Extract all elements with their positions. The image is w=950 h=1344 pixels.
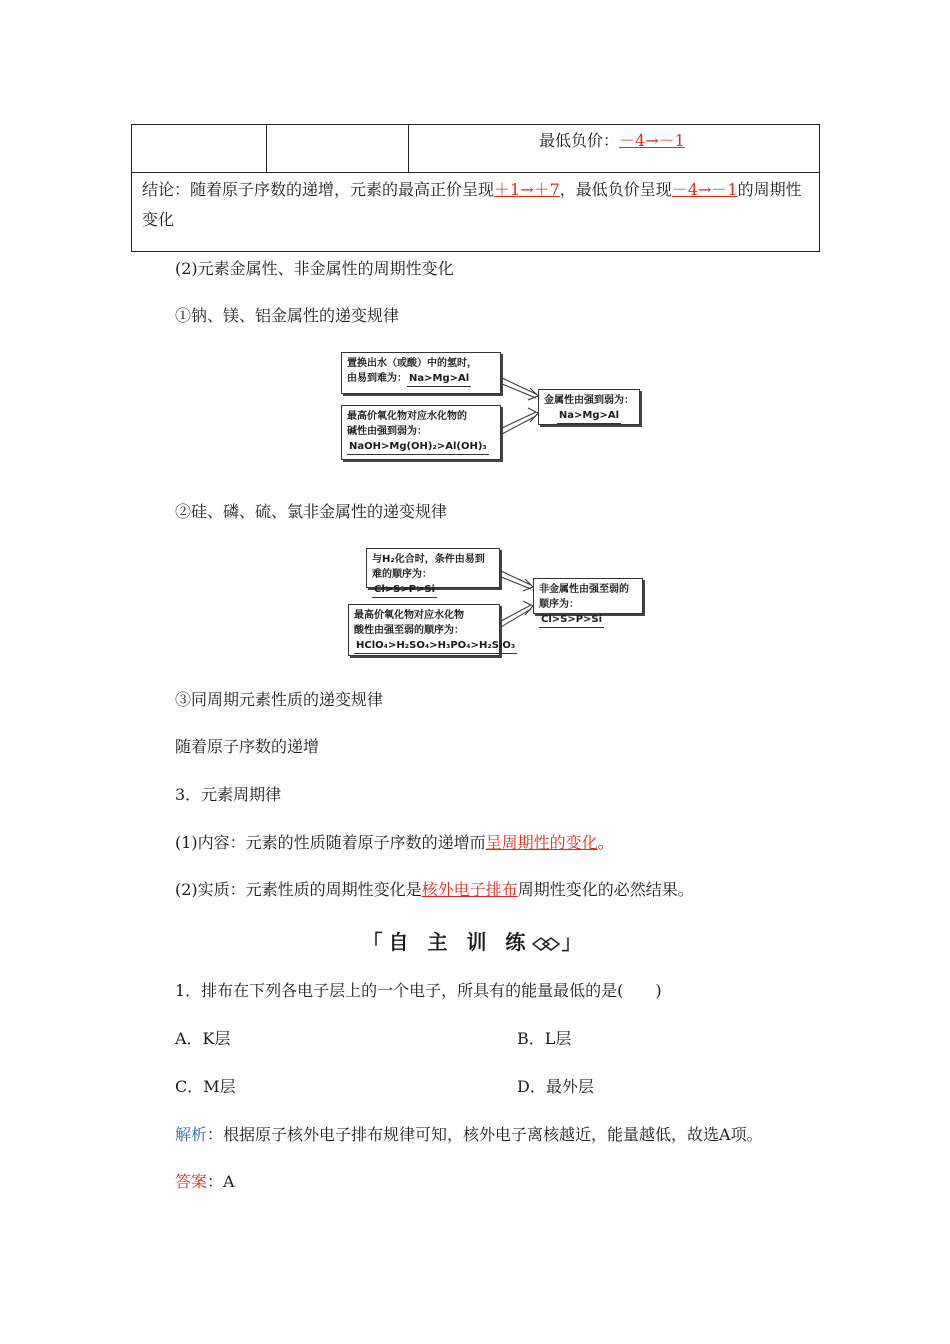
section-2-title: (2)元素金属性、非金属性的周期性变化 <box>175 259 454 278</box>
essence-prefix: (2)实质：元素性质的周期性变化是 <box>175 880 422 899</box>
diagram1-box-a-line1: 置换出水（或酸）中的氢时， <box>347 358 477 369</box>
diagram2-box-b-line2: 酸性由强至弱的顺序为： <box>354 625 464 636</box>
analysis-label: 解析 <box>175 1125 208 1144</box>
content-answer: 呈周期性的变化 <box>485 833 598 852</box>
diagram2-result-line1: 非金属性由强至弱的 <box>539 584 629 595</box>
analysis-line <box>175 1122 763 1145</box>
option-b: B．L层 <box>517 1029 572 1048</box>
property-table <box>131 124 820 252</box>
diagram2-box-a-answer: Cl>S>P>Si <box>372 582 437 598</box>
lowest-valence-label: 最低负价： <box>539 131 620 150</box>
diagram2-box-a-line1: 与H₂化合时，条件由易到 <box>372 554 485 565</box>
practice-heading-text: 「自 主 训 练 <box>362 930 532 954</box>
rule-2-title: ②硅、磷、硫、氯非金属性的递变规律 <box>175 502 448 521</box>
content-prefix: (1)内容：元素的性质随着原子序数的递增而 <box>175 833 486 852</box>
lowest-valence-answer: －4→－1 <box>619 131 685 150</box>
diagram2-result-line2: 顺序为： <box>539 599 579 610</box>
content-suffix: 。 <box>597 833 614 852</box>
essence-suffix: 周期性变化的必然结果。 <box>517 880 694 899</box>
conclusion-highest-answer: ＋1→＋7 <box>494 180 560 199</box>
diagram1-box-b-line2: 碱性由强到弱为： <box>347 426 427 437</box>
diagram1-result-box <box>538 389 640 425</box>
option-d: D．最外层 <box>517 1077 594 1096</box>
option-c: C．M层 <box>175 1077 236 1096</box>
table-row <box>132 125 819 173</box>
answer-label: 答案 <box>175 1172 208 1191</box>
table-cell <box>132 125 267 172</box>
diagram2-box-b <box>348 604 516 656</box>
diagram2-result-box <box>533 578 643 625</box>
diagram1-arrows <box>500 370 540 440</box>
diagram1-result-answer: Na>Mg>Al <box>557 408 621 424</box>
content-line <box>175 830 614 853</box>
analysis-text: ：根据原子核外电子排布规律可知，核外电子离核越近，能量越低，故选A项。 <box>207 1125 763 1144</box>
diagram2-arrows <box>499 565 535 635</box>
diagram1-box-b <box>341 405 501 460</box>
diagram2-box-b-line1: 最高价氧化物对应水化物 <box>354 610 464 621</box>
diagram1-result-line1: 金属性由强到弱为： <box>544 395 634 406</box>
diagram1-box-a <box>341 352 501 394</box>
table-cell <box>409 125 819 172</box>
answer-line <box>175 1169 235 1192</box>
rule-1-title: ①钠、镁、铝金属性的递变规律 <box>175 306 400 325</box>
conclusion-prefix: 结论：随着原子序数的递增，元素的最高正价呈现 <box>142 180 495 199</box>
rule-3-title: ③同周期元素性质的递变规律 <box>175 690 384 709</box>
table-conclusion <box>142 175 802 235</box>
rule-3-text: 随着原子序数的递增 <box>175 737 320 756</box>
diagram2-box-b-answer: HClO₄>H₂SO₄>H₃PO₄>H₂SiO₃ <box>354 638 517 654</box>
practice-heading <box>0 926 950 955</box>
essence-line <box>175 877 694 900</box>
diagram1-box-b-line1: 最高价氧化物对应水化物的 <box>347 411 467 422</box>
practice-heading-end: 」 <box>561 930 588 954</box>
diagram1-box-a-answer: Na>Mg>Al <box>407 371 471 387</box>
diagram2-box-a-line2: 难的顺序为： <box>372 569 432 580</box>
question-1: 1．排布在下列各电子层上的一个电子，所具有的能量最低的是( ) <box>175 981 662 1000</box>
diagram1-box-b-answer: NaOH>Mg(OH)₂>Al(OH)₃ <box>347 439 489 455</box>
diagram2-box-a <box>366 548 500 595</box>
ornament-icon <box>531 936 561 952</box>
option-a: A．K层 <box>175 1029 231 1048</box>
answer-text: ：A <box>207 1172 235 1191</box>
conclusion-lowest-answer: －4→－1 <box>671 180 738 199</box>
conclusion-middle: ，最低负价呈现 <box>559 180 672 199</box>
table-cell <box>266 125 409 172</box>
conclusion-suffix: 的周期性变化 <box>142 180 802 229</box>
essence-answer: 核外电子排布 <box>421 880 518 899</box>
diagram2-result-answer: Cl>S>P>Si <box>539 612 604 628</box>
diagram1-box-a-line2: 由易到难为： <box>347 373 407 384</box>
section-3-title: 3．元素周期律 <box>175 785 282 804</box>
lowest-valence-cell <box>539 128 685 151</box>
